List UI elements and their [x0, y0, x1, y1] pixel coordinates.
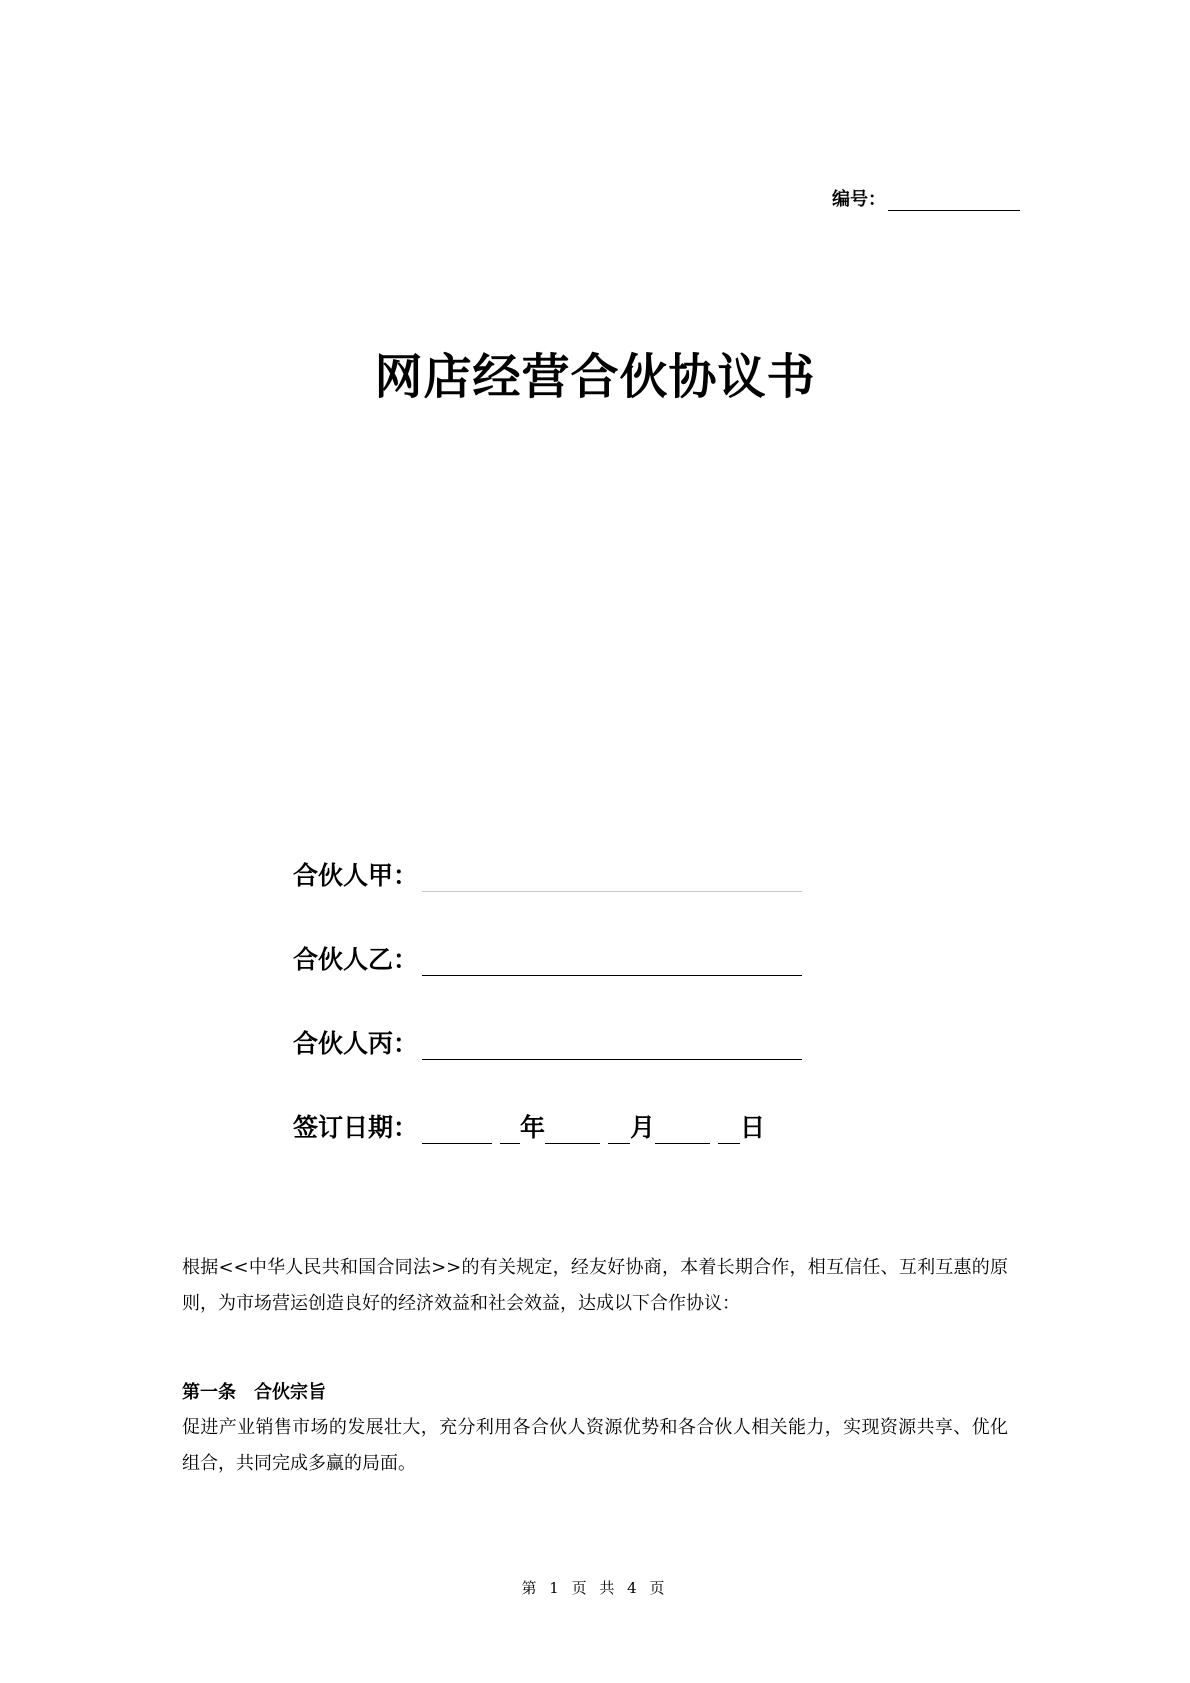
year-blank-2[interactable] [500, 1115, 520, 1144]
month-blank-2[interactable] [608, 1115, 630, 1144]
year-label: 年 [520, 1113, 546, 1142]
day-blank-2[interactable] [718, 1115, 740, 1144]
month-label: 月 [630, 1113, 656, 1142]
intro-text: 根据<<中华人民共和国合同法>>的有关规定，经友好协商，本着长期合作，相互信任、互利互惠的原则，为市场营运创造良好的经济效益和社会效益，达成以下合作协议： [182, 1257, 1008, 1314]
day-label: 日 [740, 1113, 766, 1142]
page-footer: 第 1 页 共 4 页 [521, 1579, 669, 1597]
party-c-blank[interactable] [422, 1031, 802, 1060]
article-1-heading [182, 1378, 326, 1404]
party-b-label: 合伙人乙： [293, 945, 419, 974]
signing-date-label: 签订日期： [293, 1113, 419, 1142]
document-number [832, 185, 1020, 211]
intro-paragraph [182, 1250, 1008, 1322]
party-block [293, 852, 802, 1144]
party-row-a [293, 852, 802, 892]
article-1-number: 第一条 [182, 1382, 236, 1403]
party-a-blank[interactable] [422, 863, 802, 892]
document-number-label: 编号： [832, 189, 886, 210]
party-row-b [293, 936, 802, 976]
party-c-label: 合伙人丙： [293, 1029, 419, 1058]
article-1-title: 合伙宗旨 [254, 1382, 326, 1403]
signing-date-row [293, 1104, 802, 1144]
document-number-blank[interactable] [888, 190, 1020, 211]
year-blank-1[interactable] [422, 1115, 492, 1144]
party-row-c [293, 1020, 802, 1060]
party-a-label: 合伙人甲： [293, 861, 419, 890]
article-1-text: 促进产业销售市场的发展壮大，充分利用各合伙人资源优势和各合伙人相关能力，实现资源共享、优化组合，共同完成多赢的局面。 [182, 1417, 1008, 1474]
party-b-blank[interactable] [422, 947, 802, 976]
document-title: 网店经营合伙协议书 [374, 349, 816, 405]
day-blank-1[interactable] [655, 1115, 710, 1144]
month-blank-1[interactable] [545, 1115, 600, 1144]
article-1-body [182, 1410, 1008, 1482]
